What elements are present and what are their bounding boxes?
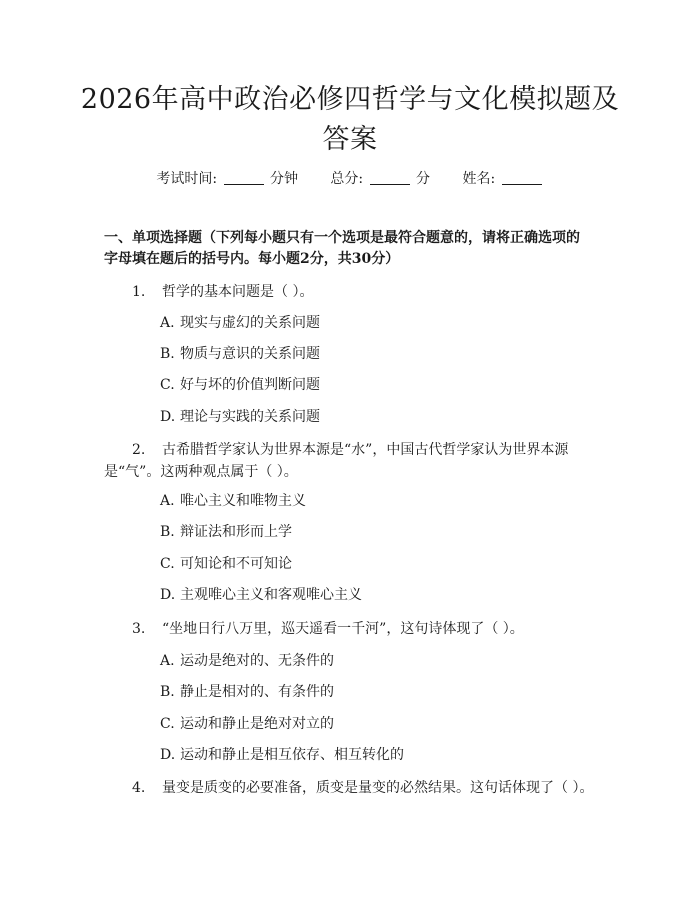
question-text: 量变是质变的必要准备，质变是量变的必然结果。这句话体现了（ ）。 <box>162 780 594 796</box>
option-label: C. <box>160 377 175 393</box>
exam-meta <box>0 168 700 188</box>
option-text: 运动和静止是绝对对立的 <box>180 716 334 732</box>
option-1d <box>160 407 590 427</box>
option-text: 静止是相对的、有条件的 <box>180 684 334 700</box>
option-label: D. <box>160 587 176 603</box>
option-text: 可知论和不可知论 <box>180 556 292 572</box>
option-2b <box>160 522 590 542</box>
option-label: B. <box>160 684 175 700</box>
option-text: 物质与意识的关系问题 <box>180 346 320 362</box>
question-number: 2. <box>132 442 146 458</box>
option-label: D. <box>160 747 176 763</box>
option-text: 好与坏的价值判断问题 <box>180 377 320 393</box>
title-line-1: 2026年高中政治必修四哲学与文化模拟题及 <box>80 84 620 115</box>
option-2d <box>160 585 590 605</box>
section-heading: 一、单项选择题（下列每小题只有一个选项是最符合题意的，请将正确选项的字母填在题后的括号内。每小题2分，共30分） <box>104 230 580 267</box>
option-text: 理论与实践的关系问题 <box>180 409 320 425</box>
score-blank <box>370 184 410 185</box>
option-label: C. <box>160 716 175 732</box>
option-text: 运动和静止是相互依存、相互转化的 <box>180 747 404 763</box>
question-number: 4. <box>132 780 146 796</box>
time-unit: 分钟 <box>269 171 298 187</box>
option-label: A. <box>160 653 175 669</box>
question-1 <box>104 281 594 303</box>
option-2c <box>160 554 590 574</box>
option-label: B. <box>160 524 175 540</box>
option-label: C. <box>160 556 175 572</box>
option-1b <box>160 344 590 364</box>
option-label: A. <box>160 493 175 509</box>
score-label: 总分: <box>330 171 364 187</box>
question-text: 哲学的基本问题是（ ）。 <box>162 284 314 300</box>
name-field <box>462 168 543 188</box>
time-label: 考试时间: <box>156 171 218 187</box>
time-blank <box>224 184 264 185</box>
option-text: 辩证法和形而上学 <box>180 524 292 540</box>
option-3a <box>160 651 590 671</box>
question-2 <box>104 439 594 483</box>
option-2a <box>160 491 590 511</box>
name-label: 姓名: <box>462 171 496 187</box>
question-number: 3. <box>132 621 146 637</box>
score-unit: 分 <box>416 171 431 187</box>
question-text: 古希腊哲学家认为世界本源是“水”，中国古代哲学家认为世界本源是“气”。这两种观点属于（ ）。 <box>104 442 569 480</box>
option-text: 唯心主义和唯物主义 <box>180 493 306 509</box>
page-title <box>0 80 700 160</box>
option-1a <box>160 313 590 333</box>
question-3 <box>104 618 594 640</box>
option-text: 主观唯心主义和客观唯心主义 <box>180 587 362 603</box>
option-3c <box>160 714 590 734</box>
option-3d <box>160 745 590 765</box>
option-label: D. <box>160 409 176 425</box>
option-3b <box>160 682 590 702</box>
option-1c <box>160 375 590 395</box>
option-text: 现实与虚幻的关系问题 <box>180 315 320 331</box>
question-4 <box>104 777 594 799</box>
question-number: 1. <box>132 284 146 300</box>
name-blank <box>502 184 542 185</box>
time-field <box>156 168 298 188</box>
question-text: “坐地日行八万里，巡天遥看一千河”，这句诗体现了（ ）。 <box>162 621 524 637</box>
option-label: B. <box>160 346 175 362</box>
score-field <box>330 168 430 188</box>
option-label: A. <box>160 315 175 331</box>
title-line-2: 答案 <box>322 124 378 155</box>
option-text: 运动是绝对的、无条件的 <box>180 653 334 669</box>
